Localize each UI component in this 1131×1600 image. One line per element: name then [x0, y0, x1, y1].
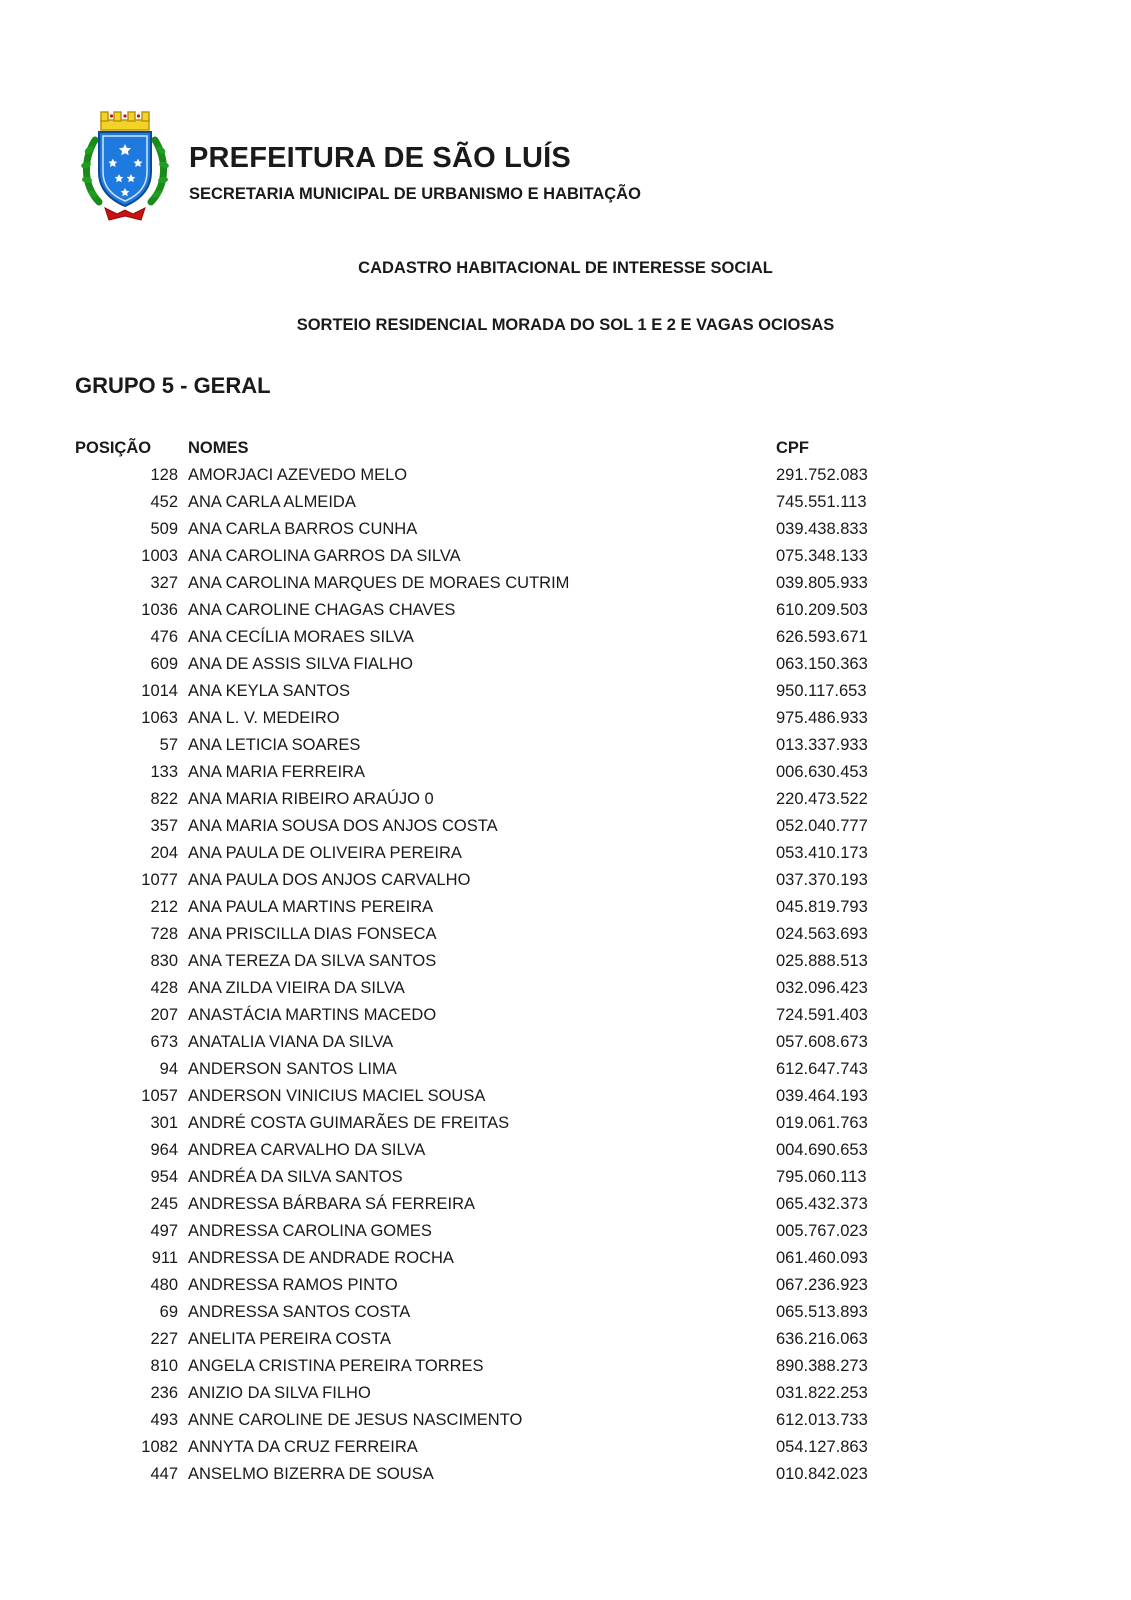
cpf-cell: 053.410.173	[776, 844, 868, 862]
table-row	[75, 1002, 1056, 1029]
name-cell: ANSELMO BIZERRA DE SOUSA	[188, 1465, 434, 1483]
cpf-cell: 610.209.503	[776, 601, 868, 619]
position-cell: 245	[150, 1195, 178, 1213]
cpf-cell: 013.337.933	[776, 736, 868, 754]
cpf-cell: 220.473.522	[776, 790, 868, 808]
position-cell: 1077	[141, 871, 178, 889]
gap-cell	[178, 651, 188, 678]
gap-cell	[178, 948, 188, 975]
name-cell: ANA PAULA DE OLIVEIRA PEREIRA	[188, 844, 462, 862]
table-row	[75, 1245, 1056, 1272]
cpf-cell: 045.819.793	[776, 898, 868, 916]
name-cell: ANA CARLA BARROS CUNHA	[188, 520, 418, 538]
position-cell: 428	[150, 979, 178, 997]
position-cell: 954	[150, 1168, 178, 1186]
position-cell: 1014	[141, 682, 178, 700]
cpf-cell: 024.563.693	[776, 925, 868, 943]
table-row	[75, 1353, 1056, 1380]
name-cell: ANDREA CARVALHO DA SILVA	[188, 1141, 426, 1159]
cpf-cell: 039.464.193	[776, 1087, 868, 1105]
cpf-cell: 004.690.653	[776, 1141, 868, 1159]
position-cell: 497	[150, 1222, 178, 1240]
gap-cell	[178, 1083, 188, 1110]
table-row	[75, 1110, 1056, 1137]
table-row	[75, 462, 1056, 489]
cpf-cell: 626.593.671	[776, 628, 868, 646]
table-row	[75, 624, 1056, 651]
cpf-cell: 052.040.777	[776, 817, 868, 835]
name-cell: ANA TEREZA DA SILVA SANTOS	[188, 952, 437, 970]
cpf-cell: 010.842.023	[776, 1465, 868, 1483]
gap-cell	[178, 867, 188, 894]
name-cell: ANIZIO DA SILVA FILHO	[188, 1384, 371, 1402]
position-cell: 236	[150, 1384, 178, 1402]
gap-cell	[178, 1407, 188, 1434]
gap-cell	[178, 1245, 188, 1272]
name-cell: ANA L. V. MEDEIRO	[188, 709, 340, 727]
position-cell: 493	[150, 1411, 178, 1429]
gap-cell	[178, 516, 188, 543]
name-cell: ANA PAULA MARTINS PEREIRA	[188, 898, 434, 916]
position-cell: 1057	[141, 1087, 178, 1105]
gap-cell	[178, 1461, 188, 1488]
cpf-cell: 065.513.893	[776, 1303, 868, 1321]
table-row	[75, 1191, 1056, 1218]
name-cell: ANA LETICIA SOARES	[188, 736, 361, 754]
table-row	[75, 1380, 1056, 1407]
gap-cell	[178, 759, 188, 786]
table-row	[75, 732, 1056, 759]
gap-cell	[178, 1029, 188, 1056]
gap-cell	[178, 1137, 188, 1164]
name-cell: AMORJACI AZEVEDO MELO	[188, 466, 408, 484]
table-row	[75, 948, 1056, 975]
name-cell: ANA PAULA DOS ANJOS CARVALHO	[188, 871, 471, 889]
name-cell: ANDRESSA DE ANDRADE ROCHA	[188, 1249, 454, 1267]
column-header-position: POSIÇÃO	[75, 439, 152, 457]
table-row	[75, 813, 1056, 840]
position-cell: 911	[151, 1249, 178, 1267]
position-cell: 1082	[141, 1438, 178, 1456]
position-cell: 357	[150, 817, 178, 835]
table-row	[75, 840, 1056, 867]
position-cell: 212	[150, 898, 178, 916]
name-cell: ANA ZILDA VIEIRA DA SILVA	[188, 979, 405, 997]
column-header-cpf: CPF	[776, 439, 809, 457]
cpf-cell: 061.460.093	[776, 1249, 868, 1267]
name-cell: ANELITA PEREIRA COSTA	[188, 1330, 391, 1348]
cpf-cell: 067.236.923	[776, 1276, 868, 1294]
table-header-row	[75, 435, 1056, 462]
table-row	[75, 1434, 1056, 1461]
cpf-cell: 890.388.273	[776, 1357, 868, 1375]
name-cell: ANA DE ASSIS SILVA FIALHO	[188, 655, 413, 673]
gap-cell	[178, 1299, 188, 1326]
cpf-cell: 005.767.023	[776, 1222, 868, 1240]
position-cell: 609	[150, 655, 178, 673]
name-cell: ANA MARIA RIBEIRO ARAÚJO 0	[188, 790, 434, 808]
name-cell: ANDERSON SANTOS LIMA	[188, 1060, 397, 1078]
table-row	[75, 867, 1056, 894]
table-body	[75, 462, 1056, 1488]
gap-cell	[178, 1110, 188, 1137]
name-cell: ANA KEYLA SANTOS	[188, 682, 351, 700]
cpf-cell: 037.370.193	[776, 871, 868, 889]
cpf-cell: 291.752.083	[776, 466, 868, 484]
position-cell: 452	[150, 493, 178, 511]
cpf-cell: 039.438.833	[776, 520, 868, 538]
gap-cell	[178, 813, 188, 840]
name-cell: ANA CARLA ALMEIDA	[188, 493, 356, 511]
gap-cell	[178, 624, 188, 651]
table-row	[75, 1407, 1056, 1434]
table-row	[75, 759, 1056, 786]
name-cell: ANA CAROLINA GARROS DA SILVA	[188, 547, 461, 565]
cpf-cell: 636.216.063	[776, 1330, 868, 1348]
table-row	[75, 975, 1056, 1002]
coat-of-arms-icon	[75, 110, 175, 225]
table-row	[75, 678, 1056, 705]
gap-cell	[178, 570, 188, 597]
org-text	[189, 132, 641, 204]
gap-cell	[178, 597, 188, 624]
table-row	[75, 543, 1056, 570]
position-cell: 1003	[141, 547, 178, 565]
cpf-cell: 075.348.133	[776, 547, 868, 565]
position-cell: 227	[150, 1330, 178, 1348]
name-cell: ANDRÉA DA SILVA SANTOS	[188, 1168, 403, 1186]
group-title: GRUPO 5 - GERAL	[75, 373, 271, 398]
name-cell: ANA CAROLINE CHAGAS CHAVES	[188, 601, 456, 619]
cpf-cell: 063.150.363	[776, 655, 868, 673]
table-row	[75, 1326, 1056, 1353]
table-row	[75, 921, 1056, 948]
table-row	[75, 1461, 1056, 1488]
table-row	[75, 705, 1056, 732]
gap-cell	[178, 1434, 188, 1461]
name-cell: ANDRESSA CAROLINA GOMES	[188, 1222, 432, 1240]
cpf-cell: 031.822.253	[776, 1384, 868, 1402]
table-row	[75, 516, 1056, 543]
gap-cell	[178, 840, 188, 867]
position-cell: 327	[150, 574, 178, 592]
table-header	[75, 435, 1056, 462]
position-cell: 69	[159, 1303, 178, 1321]
cpf-cell: 745.551.113	[776, 493, 867, 511]
table-row	[75, 570, 1056, 597]
name-cell: ANDRESSA BÁRBARA SÁ FERREIRA	[188, 1195, 476, 1213]
position-cell: 57	[159, 736, 178, 754]
name-cell: ANA CAROLINA MARQUES DE MORAES CUTRIM	[188, 574, 570, 592]
position-cell: 964	[150, 1141, 178, 1159]
table-row	[75, 894, 1056, 921]
position-cell: 207	[150, 1006, 178, 1024]
position-cell: 94	[159, 1060, 178, 1078]
org-header	[75, 0, 1056, 225]
gap-cell	[178, 732, 188, 759]
cpf-cell: 975.486.933	[776, 709, 868, 727]
gap-cell	[178, 1002, 188, 1029]
cpf-cell: 039.805.933	[776, 574, 868, 592]
cpf-cell: 054.127.863	[776, 1438, 868, 1456]
beneficiaries-table	[75, 435, 1056, 1488]
name-cell: ANDERSON VINICIUS MACIEL SOUSA	[188, 1087, 486, 1105]
position-cell: 1063	[141, 709, 178, 727]
column-gap	[178, 435, 188, 462]
gap-cell	[178, 1164, 188, 1191]
name-cell: ANA MARIA FERREIRA	[188, 763, 365, 781]
table-row	[75, 651, 1056, 678]
gap-cell	[178, 543, 188, 570]
name-cell: ANA PRISCILLA DIAS FONSECA	[188, 925, 437, 943]
cpf-cell: 025.888.513	[776, 952, 868, 970]
document-title: CADASTRO HABITACIONAL DE INTERESSE SOCIAL	[358, 259, 773, 277]
position-cell: 128	[150, 466, 178, 484]
gap-cell	[178, 1218, 188, 1245]
cpf-cell: 006.630.453	[776, 763, 868, 781]
gap-cell	[178, 1272, 188, 1299]
table-row	[75, 597, 1056, 624]
position-cell: 509	[150, 520, 178, 538]
cpf-cell: 032.096.423	[776, 979, 868, 997]
position-cell: 830	[150, 952, 178, 970]
coat-of-arms-logo	[75, 110, 175, 225]
org-name: PREFEITURA DE SÃO LUÍS	[189, 141, 571, 174]
position-cell: 810	[150, 1357, 178, 1375]
cpf-cell: 057.608.673	[776, 1033, 868, 1051]
cpf-cell: 065.432.373	[776, 1195, 868, 1213]
table-row	[75, 1218, 1056, 1245]
name-cell: ANDRESSA SANTOS COSTA	[188, 1303, 411, 1321]
cpf-cell: 612.013.733	[776, 1411, 868, 1429]
cpf-cell: 724.591.403	[776, 1006, 868, 1024]
gap-cell	[178, 894, 188, 921]
position-cell: 1036	[141, 601, 178, 619]
position-cell: 204	[150, 844, 178, 862]
name-cell: ANASTÁCIA MARTINS MACEDO	[188, 1006, 437, 1024]
gap-cell	[178, 1191, 188, 1218]
column-header-name: NOMES	[188, 439, 249, 457]
gap-cell	[178, 975, 188, 1002]
document-subtitle: SORTEIO RESIDENCIAL MORADA DO SOL 1 E 2 E VAGAS OCIOSAS	[296, 316, 835, 334]
position-cell: 673	[150, 1033, 178, 1051]
gap-cell	[178, 1056, 188, 1083]
gap-cell	[178, 489, 188, 516]
name-cell: ANATALIA VIANA DA SILVA	[188, 1033, 394, 1051]
table-row	[75, 1164, 1056, 1191]
gap-cell	[178, 1353, 188, 1380]
gap-cell	[178, 921, 188, 948]
cpf-cell: 795.060.113	[776, 1168, 867, 1186]
position-cell: 728	[150, 925, 178, 943]
gap-cell	[178, 678, 188, 705]
name-cell: ANDRÉ COSTA GUIMARÃES DE FREITAS	[188, 1114, 510, 1132]
table-row	[75, 1272, 1056, 1299]
table-row	[75, 1029, 1056, 1056]
gap-cell	[178, 462, 188, 489]
table-row	[75, 1056, 1056, 1083]
gap-cell	[178, 1380, 188, 1407]
table-row	[75, 489, 1056, 516]
position-cell: 480	[150, 1276, 178, 1294]
cpf-cell: 950.117.653	[776, 682, 867, 700]
table-row	[75, 1299, 1056, 1326]
gap-cell	[178, 1326, 188, 1353]
gap-cell	[178, 705, 188, 732]
position-cell: 822	[150, 790, 178, 808]
position-cell: 133	[150, 763, 178, 781]
name-cell: ANA MARIA SOUSA DOS ANJOS COSTA	[188, 817, 498, 835]
position-cell: 476	[150, 628, 178, 646]
cpf-cell: 019.061.763	[776, 1114, 868, 1132]
name-cell: ANGELA CRISTINA PEREIRA TORRES	[188, 1357, 484, 1375]
name-cell: ANNE CAROLINE DE JESUS NASCIMENTO	[188, 1411, 523, 1429]
name-cell: ANA CECÍLIA MORAES SILVA	[188, 628, 414, 646]
name-cell: ANDRESSA RAMOS PINTO	[188, 1276, 398, 1294]
gap-cell	[178, 786, 188, 813]
cpf-cell: 612.647.743	[776, 1060, 868, 1078]
org-department: SECRETARIA MUNICIPAL DE URBANISMO E HABITAÇÃO	[189, 184, 641, 203]
position-cell: 301	[150, 1114, 178, 1132]
table-row	[75, 1083, 1056, 1110]
table-row	[75, 1137, 1056, 1164]
position-cell: 447	[150, 1465, 178, 1483]
table-row	[75, 786, 1056, 813]
name-cell: ANNYTA DA CRUZ FERREIRA	[188, 1438, 418, 1456]
